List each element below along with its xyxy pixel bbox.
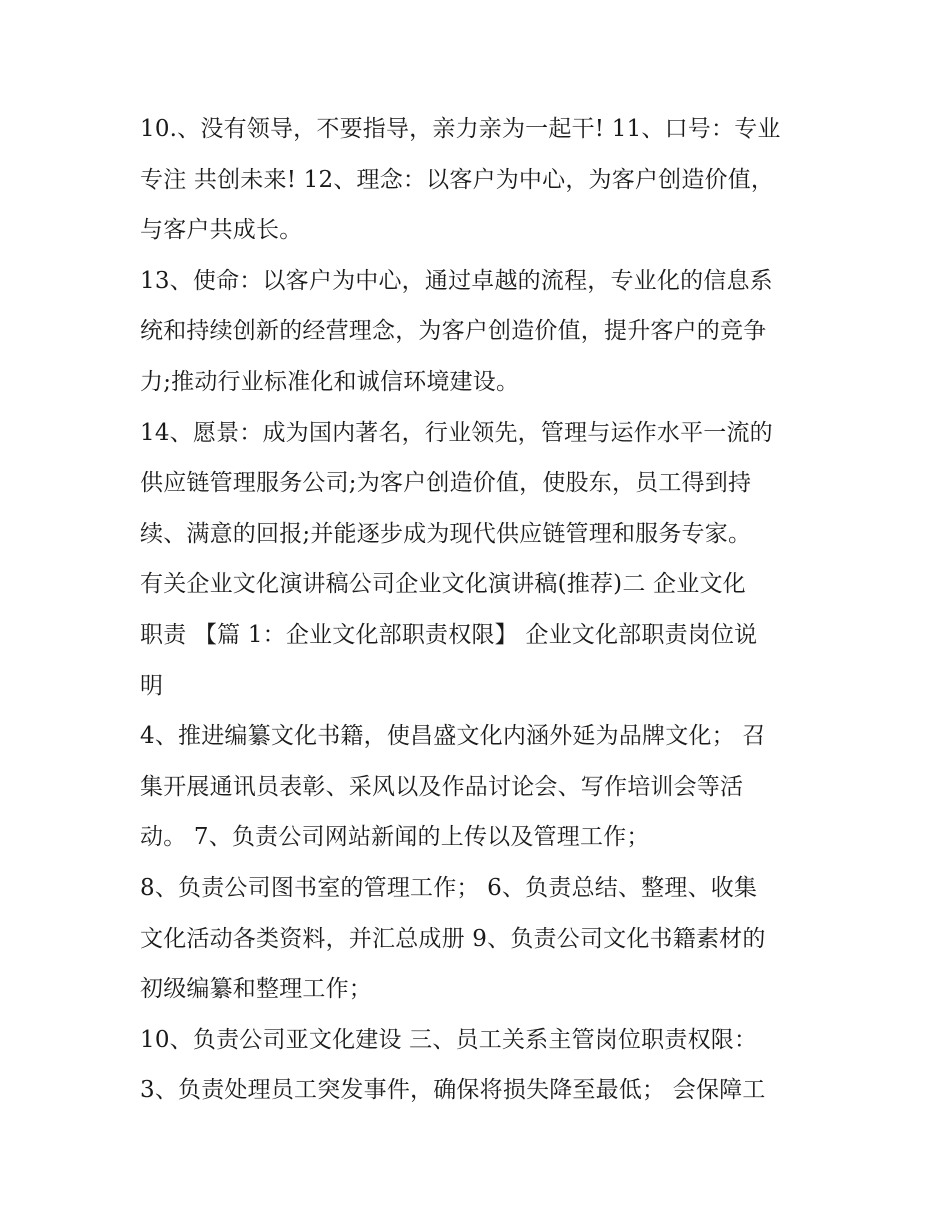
- text-line: 动。 7、负责公司网站新闻的上传以及管理工作；: [140, 824, 650, 851]
- text-line: 续、满意的回报;并能逐步成为现代供应链管理和服务专家。: [140, 520, 752, 547]
- text-line: 统和持续创新的经营理念，为客户创造价值，提升客户的竞争: [140, 318, 767, 345]
- paragraph-employee-incidents: [140, 1065, 820, 1116]
- text-line: 4、推进编纂文化书籍，使昌盛文化内涵外延为品牌文化； 召: [140, 723, 766, 750]
- text-line: 明: [140, 672, 164, 699]
- text-line: 专注 共创未来! 12、理念：以客户为中心，为客户创造价值，: [140, 166, 775, 193]
- text-line: 职责 【篇 1：企业文化部职责权限】 企业文化部职责岗位说: [140, 621, 758, 648]
- text-line: 有关企业文化演讲稿公司企业文化演讲稿(推荐)二 企业文化: [140, 571, 746, 598]
- document-body: [140, 104, 820, 1116]
- paragraph-library-duties: [140, 863, 820, 1015]
- text-line: 3、负责处理员工突发事件，确保将损失降至最低； 会保障工: [140, 1077, 766, 1104]
- text-line: 13、使命：以客户为中心，通过卓越的流程，专业化的信息系: [140, 267, 773, 294]
- paragraph-mission: [140, 256, 820, 408]
- text-line: 8、负责公司图书室的管理工作； 6、负责总结、整理、收集: [140, 874, 758, 901]
- text-line: 10、负责公司亚文化建设 三、员工关系主管岗位职责权限：: [140, 1026, 758, 1053]
- text-line: 力;推动行业标准化和诚信环境建设。: [140, 368, 520, 395]
- text-line: 初级编纂和整理工作；: [140, 976, 372, 1003]
- text-line: 与客户共成长。: [140, 217, 303, 244]
- paragraph-vision: [140, 408, 820, 712]
- text-line: 供应链管理服务公司;为客户创造价值，使股东，员工得到持: [140, 470, 752, 497]
- paragraph-slogan-concept: [140, 104, 820, 256]
- text-line: 14、愿景：成为国内著名，行业领先，管理与运作水平一流的: [140, 419, 773, 446]
- text-line: 集开展通讯员表彰、采风以及作品讨论会、写作培训会等活: [140, 773, 744, 800]
- text-line: 文化活动各类资料，并汇总成册 9、负责公司文化书籍素材的: [140, 925, 766, 952]
- paragraph-subculture: [140, 1015, 820, 1066]
- paragraph-culture-books: [140, 711, 820, 863]
- text-line: 10.、没有领导，不要指导，亲力亲为一起干! 11、口号：专业: [140, 116, 781, 142]
